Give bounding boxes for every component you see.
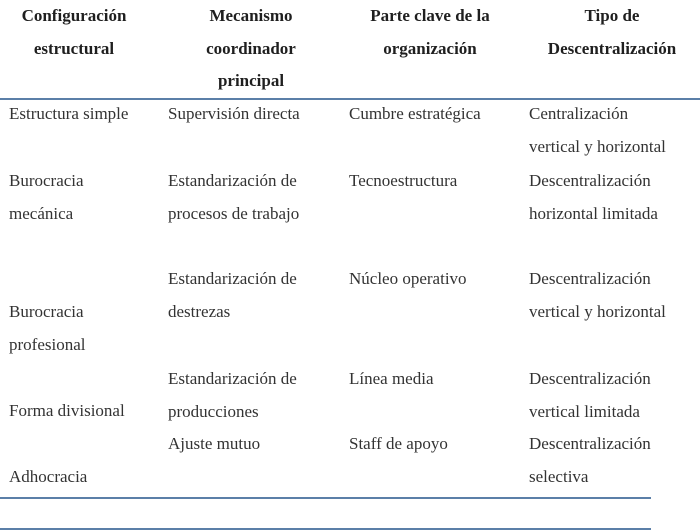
row-2-mecanismo-line-2: procesos de trabajo xyxy=(168,204,300,223)
row-4-parte-line-1: Línea media xyxy=(349,369,434,388)
row-5-tipo xyxy=(529,427,651,493)
header-configuracion-line-1: Configuración xyxy=(21,6,127,25)
row-5-parte-line-1: Staff de apoyo xyxy=(349,434,448,453)
row-2-configuracion xyxy=(9,164,84,230)
row-5-configuracion-line-1: Adhocracia xyxy=(9,467,88,486)
row-3-configuracion-line-1: Burocracia xyxy=(9,302,84,321)
row-3-configuracion-line-2: profesional xyxy=(9,335,86,354)
header-configuracion xyxy=(0,0,148,65)
row-5-tipo-line-1: Descentralización xyxy=(529,434,651,453)
row-3-parte-line-1: Núcleo operativo xyxy=(349,269,467,288)
row-5-parte xyxy=(349,427,448,460)
row-5-mecanismo-line-1: Ajuste mutuo xyxy=(168,434,261,453)
row-3-mecanismo xyxy=(168,262,297,328)
row-1-configuracion-line-1: Estructura simple xyxy=(9,104,129,123)
row-2-configuracion-line-1: Burocracia xyxy=(9,171,84,190)
row-4-parte xyxy=(349,362,434,395)
row-4-mecanismo-line-1: Estandarización de xyxy=(168,369,297,388)
header-mecanismo-line-3: principal xyxy=(217,71,285,90)
row-4-mecanismo-line-2: producciones xyxy=(168,402,259,421)
row-3-mecanismo-line-1: Estandarización de xyxy=(168,269,297,288)
row-2-configuracion-line-2: mecánica xyxy=(9,204,74,223)
row-4-configuracion-line-1: Forma divisional xyxy=(9,401,125,420)
header-tipo-line-2: Descentralización xyxy=(547,38,677,58)
row-2-tipo xyxy=(529,164,658,230)
row-3-configuracion xyxy=(9,295,85,361)
row-1-tipo-line-2: vertical y horizontal xyxy=(529,137,666,156)
header-mecanismo-line-2: coordinador xyxy=(206,38,296,58)
header-tipo-line-1: Tipo de xyxy=(584,6,640,25)
row-1-parte-line-1: Cumbre estratégica xyxy=(349,104,481,123)
table-bottom-rule xyxy=(0,497,651,499)
row-4-mecanismo xyxy=(168,362,297,428)
row-3-tipo-line-1: Descentralización xyxy=(529,269,651,288)
header-configuracion-line-2: estructural xyxy=(33,38,115,58)
header-parte-clave xyxy=(348,0,512,65)
row-2-tipo-line-2: horizontal limitada xyxy=(529,204,658,223)
row-4-tipo-line-2: vertical limitada xyxy=(529,402,640,421)
header-parte-clave-line-1: Parte clave de la xyxy=(370,6,490,25)
row-4-tipo-line-1: Descentralización xyxy=(529,369,651,388)
row-5-mecanismo xyxy=(168,427,260,460)
row-1-tipo xyxy=(529,97,666,163)
row-2-tipo-line-1: Descentralización xyxy=(529,171,651,190)
row-1-configuracion xyxy=(9,97,128,130)
row-2-parte xyxy=(349,164,457,197)
header-mecanismo-line-1: Mecanismo xyxy=(209,6,293,25)
row-1-mecanismo-line-1: Supervisión directa xyxy=(168,104,300,123)
row-5-tipo-line-2: selectiva xyxy=(529,467,589,486)
row-4-tipo xyxy=(529,362,651,428)
row-2-parte-line-1: Tecnoestructura xyxy=(349,171,458,190)
row-1-parte xyxy=(349,97,481,130)
row-3-tipo xyxy=(529,262,666,328)
row-1-tipo-line-1: Centralización xyxy=(529,104,629,123)
row-2-mecanismo xyxy=(168,164,299,230)
row-3-mecanismo-line-2: destrezas xyxy=(168,302,231,321)
row-5-configuracion xyxy=(9,460,87,493)
row-4-configuracion xyxy=(9,394,125,427)
header-tipo-descentralizacion xyxy=(528,0,696,65)
page-bottom-rule xyxy=(0,528,651,530)
row-3-parte xyxy=(349,262,467,295)
row-2-mecanismo-line-1: Estandarización de xyxy=(168,171,297,190)
row-3-tipo-line-2: vertical y horizontal xyxy=(529,302,666,321)
row-1-mecanismo xyxy=(168,97,300,130)
header-parte-clave-line-2: organización xyxy=(383,38,477,58)
header-mecanismo xyxy=(168,0,334,98)
